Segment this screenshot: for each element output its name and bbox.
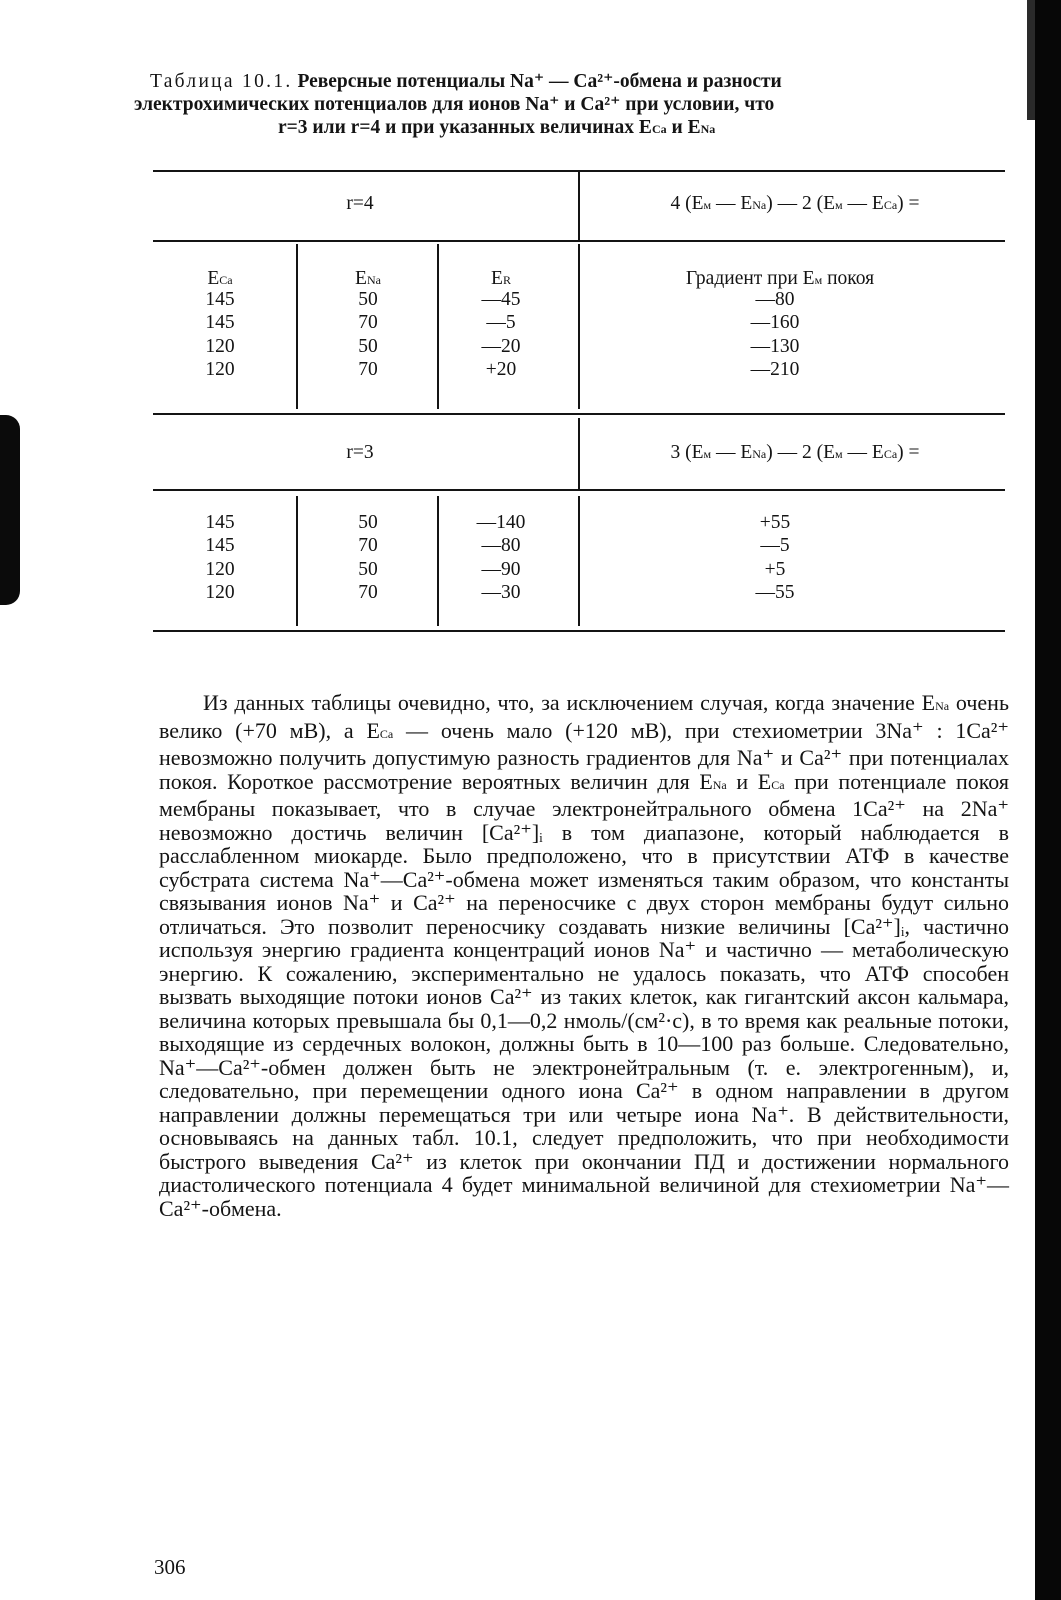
table-cell: —45 xyxy=(481,289,521,310)
column-divider-1 xyxy=(296,244,298,409)
r4-column-ena xyxy=(323,288,413,381)
r4-column-gradient xyxy=(700,288,850,381)
table-cell: 70 xyxy=(358,358,378,380)
table-cell: —130 xyxy=(750,335,800,357)
table-cell: —5 xyxy=(760,535,790,557)
column-divider-3 xyxy=(578,244,580,409)
caption-line-2: электрохимических потенциалов для ионов Na⁺ и Ca²⁺ при условии, что xyxy=(134,94,775,115)
table-cell: 145 xyxy=(205,535,235,557)
section-r3-title: r=3 xyxy=(346,442,374,463)
table-cell: 120 xyxy=(205,581,235,603)
column-header-gradient: Градиент при Eм покоя xyxy=(685,268,875,289)
caption-line-3: r=3 или r=4 и при указанных величинах ECa и ENa xyxy=(278,117,716,138)
table-cell: 70 xyxy=(358,312,378,334)
column-divider-3-r3 xyxy=(578,496,580,626)
scan-dark-edge xyxy=(1035,0,1061,1600)
table-cell: 50 xyxy=(358,335,378,357)
table-cell: —160 xyxy=(750,312,800,334)
table-cell: —90 xyxy=(481,558,521,580)
body-paragraph: Из данных таблицы очевидно, что, за исключением случая, когда значение ENa очень велико (+70 мВ), а ECa — очень мало (+120 мВ), при стехиометрии 3Na⁺ : 1Ca²⁺ невозможно получить допустимую разность градиентов для Na⁺ и Ca²⁺ при потенциалах покоя. Короткое рассмотрение вероятных величин для ENa и ECa при потенциале покоя мембраны показывает, что в случае электронейтрального обмена 1Ca²⁺ на 2Na⁺ невозможно достичь величин [Ca²⁺]ᵢ в том диапазоне, который наблюдается в расслабленном миокарде. Было предположено, что в присутствии АТФ в качестве субстрата система Na⁺—Ca²⁺-обмена может изменяться таким образом, что константы связывания ионов Na⁺ и Ca²⁺ на переносчике с двух сторон мембраны будут сильно отличаться. Это позволит переносчику создавать низкие величины [Ca²⁺]ᵢ, частично используя энергию градиента концентраций ионов Na⁺ и частично — метаболическую энергию. К сожалению, экспериментально не удалось показать, что АТФ способен вызвать выходящие потоки ионов Ca²⁺ из таких клеток, как гигантский аксон кальмара, величина которых превышала бы 0,1—0,2 нмоль/(см²·с), в то время как реальные потоки, выходящие из сердечных волокон, должны быть в 10—100 раз больше. Следовательно, Na⁺—Ca²⁺-обмен должен быть не электронейтральным (т. е. электрогенным), и, следовательно, при перемещении одного иона Ca²⁺ в одном направлении в другом направлении должны перемещаться три или четыре иона Na⁺. В действительности, основываясь на данных табл. 10.1, следует предположить, что при необходимости быстрого выведения Ca²⁺ из клеток при окончании ПД и достижении нормального диастолического потенциала 4 будет минимальной величиной для стехиометрии Na⁺—Ca²⁺-обмена. xyxy=(159,690,1009,1221)
column-divider-1-r3 xyxy=(296,496,298,626)
table-caption xyxy=(134,70,1010,141)
table-cell: +5 xyxy=(764,558,786,580)
scan-left-mark xyxy=(0,415,20,605)
table-cell: —20 xyxy=(481,335,521,357)
caption-line-1: Реверсные потенциалы Na⁺ — Ca²⁺-обмена и разности xyxy=(297,71,782,92)
table-cell: 145 xyxy=(205,312,235,334)
table-cell: 120 xyxy=(205,558,235,580)
table-cell: 50 xyxy=(358,289,378,310)
section-r3-header-rule xyxy=(153,489,1005,491)
table-cell: —210 xyxy=(750,358,800,380)
section-r4-bottom-rule xyxy=(153,413,1005,415)
column-header-er: ER xyxy=(491,268,511,289)
page-number: 306 xyxy=(154,1555,186,1579)
section-r3-formula: 3 (Eм — ENa) — 2 (Eм — ECa) = xyxy=(670,442,920,463)
table-cell: +55 xyxy=(759,512,791,533)
table-cell: —80 xyxy=(481,535,521,557)
r3-column-ena xyxy=(323,511,413,604)
section-r3-title-divider xyxy=(578,418,580,489)
table-cell: 70 xyxy=(358,535,378,557)
table-cell: 70 xyxy=(358,581,378,603)
r4-column-er xyxy=(456,288,546,381)
r4-column-eca xyxy=(175,288,265,381)
table-cell: —140 xyxy=(476,512,526,533)
table-cell: 50 xyxy=(358,558,378,580)
r3-column-er xyxy=(456,511,546,604)
table-cell: +20 xyxy=(485,358,517,380)
section-r4-title-divider xyxy=(578,170,580,240)
table-cell: —5 xyxy=(486,312,516,334)
table-cell: 145 xyxy=(205,512,235,533)
column-header-ena: ENa xyxy=(355,268,381,289)
table-cell: —30 xyxy=(481,581,521,603)
table-cell: —55 xyxy=(755,581,795,603)
table-cell: 50 xyxy=(358,512,378,533)
column-header-eca: ECa xyxy=(207,268,233,289)
column-divider-2 xyxy=(437,244,439,409)
table-cell: 120 xyxy=(205,335,235,357)
caption-label: Таблица 10.1. xyxy=(150,71,293,92)
scan-dark-edge-top xyxy=(1027,0,1035,120)
table-bottom-rule xyxy=(153,630,1005,632)
r3-column-gradient xyxy=(700,511,850,604)
section-r4-title: r=4 xyxy=(346,193,374,214)
table-cell: 145 xyxy=(205,289,235,310)
table-cell: —80 xyxy=(755,289,795,310)
section-r4-header-rule xyxy=(153,240,1005,242)
column-divider-2-r3 xyxy=(437,496,439,626)
section-r4-formula: 4 (Eм — ENa) — 2 (Eм — ECa) = xyxy=(670,193,920,214)
table-cell: 120 xyxy=(205,358,235,380)
r3-column-eca xyxy=(175,511,265,604)
